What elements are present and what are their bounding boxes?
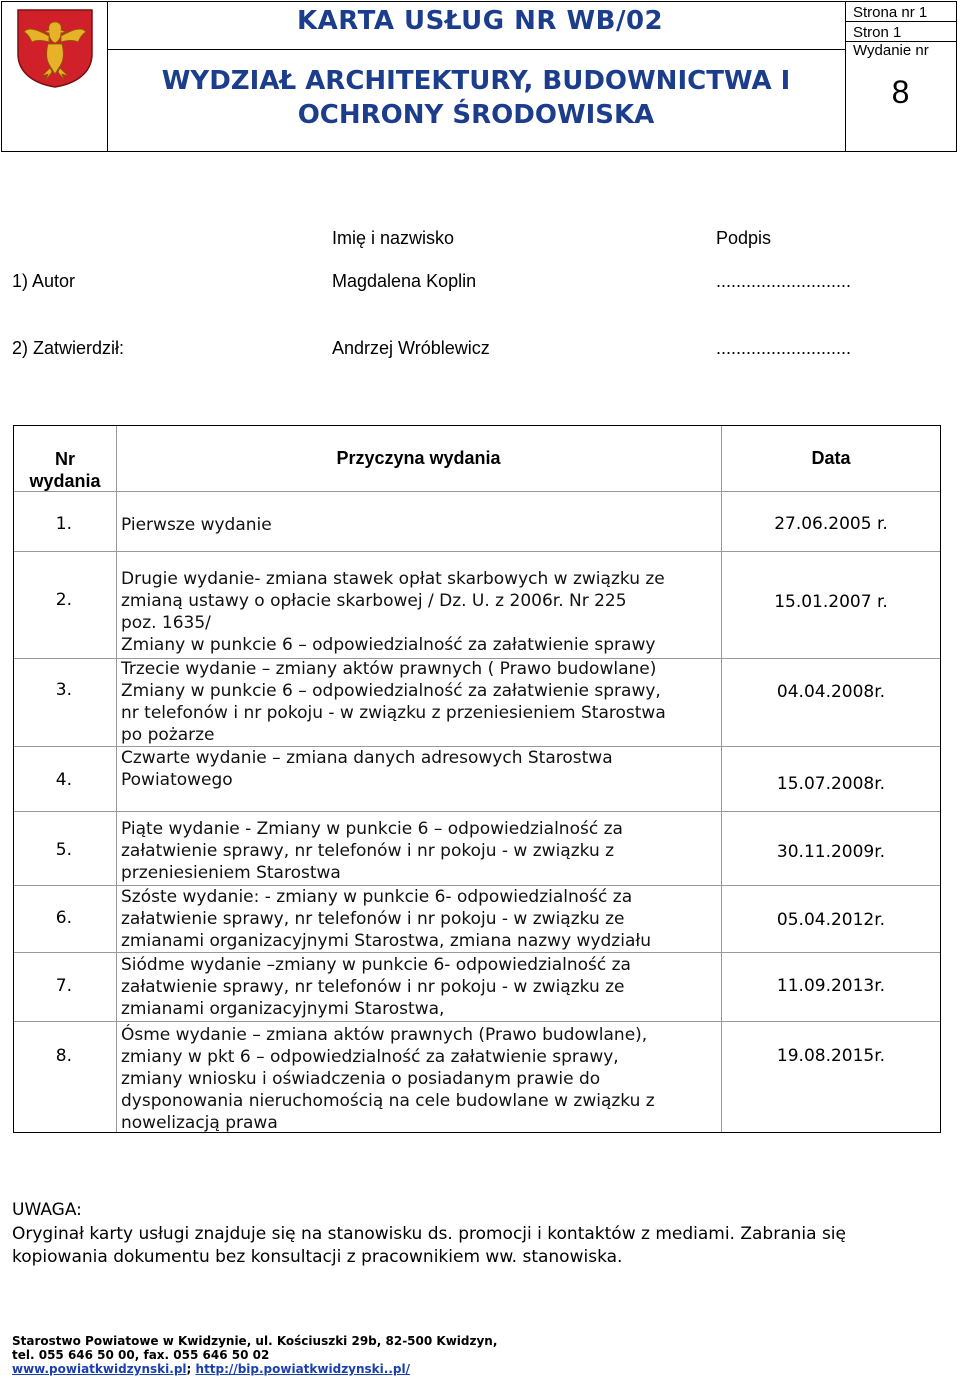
col-nr-header-line1: Nr	[54, 449, 75, 469]
row-8-line: zmiany wniosku i oświadczenia o posiadanym prawie do	[121, 1069, 601, 1089]
footer-phone: tel. 055 646 50 00, fax. 055 646 50 02	[12, 1348, 270, 1362]
col-name-header: Imię i nazwisko	[332, 228, 455, 248]
row-2-line: Zmiany w punkcie 6 – odpowiedzialność za załatwienie sprawy	[121, 635, 656, 655]
row-5-date: 30.11.2009r.	[776, 842, 886, 862]
col-reason-header: Przyczyna wydania	[336, 448, 501, 468]
row-2-date: 15.01.2007 r.	[774, 592, 888, 612]
row-7-line: załatwienie sprawy, nr telefonów i nr pokoju - w związku ze	[121, 977, 625, 997]
department-line-2: OCHRONY ŚRODOWISKA	[297, 100, 655, 130]
note-title: UWAGA:	[12, 1200, 82, 1220]
row-2-line: zmianą ustawy o opłacie skarbowej / Dz. U. z 2006r. Nr 225	[121, 591, 627, 611]
department-name	[107, 64, 845, 132]
row-6-date: 05.04.2012r.	[776, 910, 886, 930]
row-1-reason	[121, 514, 717, 536]
row-4-line: Czwarte wydanie – zmiana danych adresowych Starostwa	[121, 748, 613, 768]
row-8-line: nowelizacją prawa	[121, 1113, 278, 1133]
revision-table	[13, 425, 941, 1133]
row-8-line: dysponowania nieruchomością na cele budowlane w związku z	[121, 1091, 655, 1111]
table-header-divider	[14, 491, 940, 492]
row-3-date: 04.04.2008r.	[776, 682, 886, 702]
note-line-2: kopiowania dokumentu bez konsultacji z pracownikiem ww. stanowiska.	[12, 1247, 623, 1267]
row-7-date: 11.09.2013r.	[776, 976, 886, 996]
note-line-1: Oryginał karty usługi znajduje się na stanowisku ds. promocji i kontaktów z mediami. Zabrania się	[12, 1224, 846, 1244]
row-7-nr: 7.	[55, 976, 72, 996]
row-7-line: Siódme wydanie –zmiany w punkcie 6- odpowiedzialność za	[121, 955, 631, 975]
row-2-line: poz. 1635/	[121, 613, 211, 633]
row-5-line: przeniesieniem Starostwa	[121, 863, 341, 883]
row-1-line: Pierwsze wydanie	[121, 515, 272, 535]
edition-label: Wydanie nr	[853, 42, 929, 59]
col-nr-header-line2: wydania	[29, 471, 101, 491]
row-8-date: 19.08.2015r.	[776, 1046, 886, 1066]
col-nr-header	[14, 448, 116, 492]
approver-signature: ...........................	[716, 338, 852, 358]
row-4-date: 15.07.2008r.	[776, 774, 886, 794]
row-7-line: zmianami organizacyjnymi Starostwa,	[121, 999, 445, 1019]
row-4-reason	[121, 747, 717, 791]
row-2-nr: 2.	[55, 590, 72, 610]
row-3-line: Zmiany w punkcie 6 – odpowiedzialność za załatwienie sprawy,	[121, 681, 661, 701]
row-4-nr: 4.	[55, 770, 72, 790]
row-5-reason	[121, 818, 717, 884]
row-2-line: Drugie wydanie- zmiana stawek opłat skarbowych w związku ze	[121, 569, 665, 589]
link-separator: ;	[186, 1362, 196, 1376]
row-6-line: zmianami organizacyjnymi Starostwa, zmiana nazwy wydziału	[121, 931, 651, 951]
row-1-date: 27.06.2005 r.	[774, 514, 888, 534]
row-7-reason	[121, 954, 717, 1020]
bip-link[interactable]: http://bip.powiatkwidzynski..pl/	[195, 1362, 410, 1376]
row-divider	[14, 811, 940, 812]
row-6-nr: 6.	[55, 908, 72, 928]
edition-number: 8	[891, 74, 910, 110]
row-1-nr: 1.	[55, 514, 72, 534]
coat-of-arms-logo	[16, 8, 94, 88]
row-5-nr: 5.	[55, 840, 72, 860]
row-3-reason	[121, 658, 717, 746]
row-8-line: Ósme wydanie – zmiana aktów prawnych (Prawo budowlane),	[121, 1025, 648, 1045]
document-header	[1, 1, 957, 152]
row-divider	[14, 952, 940, 953]
author-signature: ...........................	[716, 271, 852, 291]
row-6-line: załatwienie sprawy, nr telefonów i nr pokoju - w związku ze	[121, 909, 625, 929]
page-label: Strona nr 1	[853, 4, 928, 21]
row-5-line: Piąte wydanie - Zmiany w punkcie 6 – odpowiedzialność za	[121, 819, 623, 839]
row-8-line: zmiany w pkt 6 – odpowiedzialność za załatwienie sprawy,	[121, 1047, 619, 1067]
row-3-nr: 3.	[55, 680, 72, 700]
approver-role: 2) Zatwierdził:	[12, 338, 125, 358]
author-role: 1) Autor	[12, 271, 76, 291]
side-divider-1	[845, 21, 956, 22]
footer-links	[12, 1362, 410, 1376]
col-signature-header: Podpis	[716, 228, 772, 248]
row-8-nr: 8.	[55, 1046, 72, 1066]
header-side-cell	[845, 2, 956, 151]
row-6-reason	[121, 886, 717, 952]
row-3-line: nr telefonów i nr pokoju - w związku z przeniesieniem Starostwa	[121, 703, 666, 723]
logo-cell	[2, 2, 108, 151]
pages-label: Stron 1	[853, 24, 902, 41]
row-8-reason	[121, 1024, 717, 1134]
row-2-reason	[121, 568, 717, 656]
row-4-line: Powiatowego	[121, 770, 233, 790]
website-link[interactable]: www.powiatkwidzynski.pl	[12, 1362, 187, 1376]
row-6-line: Szóste wydanie: - zmiany w punkcie 6- odpowiedzialność za	[121, 887, 633, 907]
header-divider	[107, 49, 845, 50]
footer-address: Starostwo Powiatowe w Kwidzynie, ul. Kościuszki 29b, 82-500 Kwidzyn,	[12, 1334, 498, 1348]
row-3-line: Trzecie wydanie – zmiany aktów prawnych ( Prawo budowlane)	[121, 659, 657, 679]
department-line-1: WYDZIAŁ ARCHITEKTURY, BUDOWNICTWA I	[161, 66, 791, 96]
header-main-cell	[107, 2, 846, 151]
card-title: KARTA USŁUG NR WB/02	[297, 6, 664, 36]
table-col-divider-1	[116, 426, 117, 1132]
row-divider	[14, 551, 940, 552]
author-name: Magdalena Koplin	[332, 271, 477, 291]
row-divider	[14, 1021, 940, 1022]
row-5-line: załatwienie sprawy, nr telefonów i nr pokoju - w związku z	[121, 841, 615, 861]
approver-name: Andrzej Wróblewicz	[332, 338, 490, 358]
row-3-line: po pożarze	[121, 725, 215, 745]
col-date-header: Data	[811, 448, 851, 468]
